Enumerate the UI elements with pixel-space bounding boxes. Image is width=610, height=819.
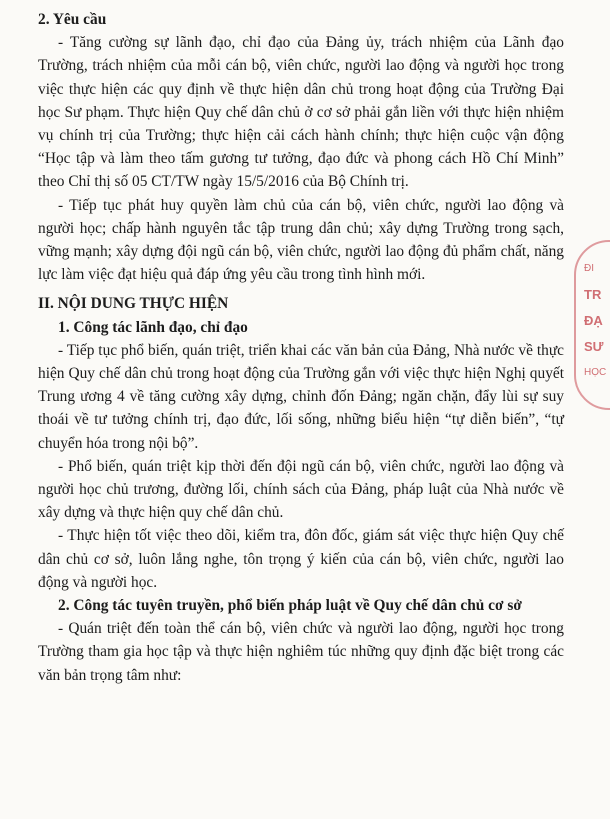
section-title-content: II. NỘI DUNG THỰC HIỆN bbox=[38, 295, 229, 313]
subsection-heading-leadership: 1. Công tác lãnh đạo, chỉ đạo bbox=[58, 318, 248, 336]
paragraph: - Tiếp tục phát huy quyền làm chủ của cán bộ, viên chức, người lao động và người học; chấp hành nguyên tắc tập trung dân chủ; xây dựng Trường trong sạch, vững mạnh; xây dựng đội ngũ cán bộ, viên chức, người lao động đủ phẩm chất, năng lực làm việc đạt hiệu quả đáp ứng yêu cầu trong tình hình mới. bbox=[38, 196, 564, 284]
paragraph: - Tăng cường sự lãnh đạo, chỉ đạo của Đảng ủy, trách nhiệm của Lãnh đạo Trường, trách nhiệm của mỗi cán bộ, viên chức, người lao động và người học trong việc thực hiện các quy định về thực hiện dân chủ trong hoạt động của Trường Đại học Sư phạm. Thực hiện Quy chế dân chủ ở cơ sở phải gắn liền với thực hiện nhiệm vụ chính trị của Trường; thực hiện cải cách hành chính; thực hiện cuộc vận động “Học tập và làm theo tấm gương tư tưởng, đạo đức và phong cách Hồ Chí Minh” theo Chỉ thị số 05 CT/TW ngày 15/5/2016 của Bộ Chính trị. bbox=[38, 34, 564, 191]
stamp-line: HỌC bbox=[584, 367, 607, 378]
document-page bbox=[38, 8, 564, 687]
section-heading-requirements: 2. Yêu cầu bbox=[38, 11, 107, 28]
subsection-heading-propaganda: 2. Công tác tuyên truyền, phổ biến pháp luật về Quy chế dân chủ cơ sở bbox=[58, 597, 522, 615]
stamp-line: ĐI bbox=[584, 263, 594, 274]
stamp-line: TR bbox=[584, 287, 602, 302]
stamp-line: ĐẠ bbox=[584, 313, 603, 328]
university-stamp bbox=[574, 240, 610, 410]
stamp-line: SƯ bbox=[584, 339, 604, 354]
paragraph: - Phổ biến, quán triệt kịp thời đến đội ngũ cán bộ, viên chức, người lao động và người học chủ trương, đường lối, chính sách của Đảng, pháp luật của Nhà nước về xây dựng và thực hiện quy chế dân chủ. bbox=[38, 457, 564, 522]
paragraph: - Tiếp tục phổ biến, quán triệt, triển khai các văn bản của Đảng, Nhà nước về thực hiện Quy chế dân chủ trong hoạt động của Trường gắn với việc thực hiện Nghị quyết Trung ương 4 về tăng cường xây dựng, chỉnh đốn Đảng; ngăn chặn, đẩy lùi sự suy thoái về tư tưởng chính trị, đạo đức, lối sống, những biểu hiện “tự diễn biến”, “tự chuyển hóa trong nội bộ”. bbox=[38, 341, 564, 452]
paragraph: - Thực hiện tốt việc theo dõi, kiểm tra, đôn đốc, giám sát việc thực hiện Quy chế dân chủ cơ sở, luôn lắng nghe, tôn trọng ý kiến của cán bộ, viên chức, người lao động và người học. bbox=[38, 527, 564, 591]
paragraph: - Quán triệt đến toàn thể cán bộ, viên chức và người lao động, người học trong Trường tham gia học tập và thực hiện nghiêm túc những quy định đặc biệt trong các văn bản trọng tâm như: bbox=[38, 620, 564, 684]
